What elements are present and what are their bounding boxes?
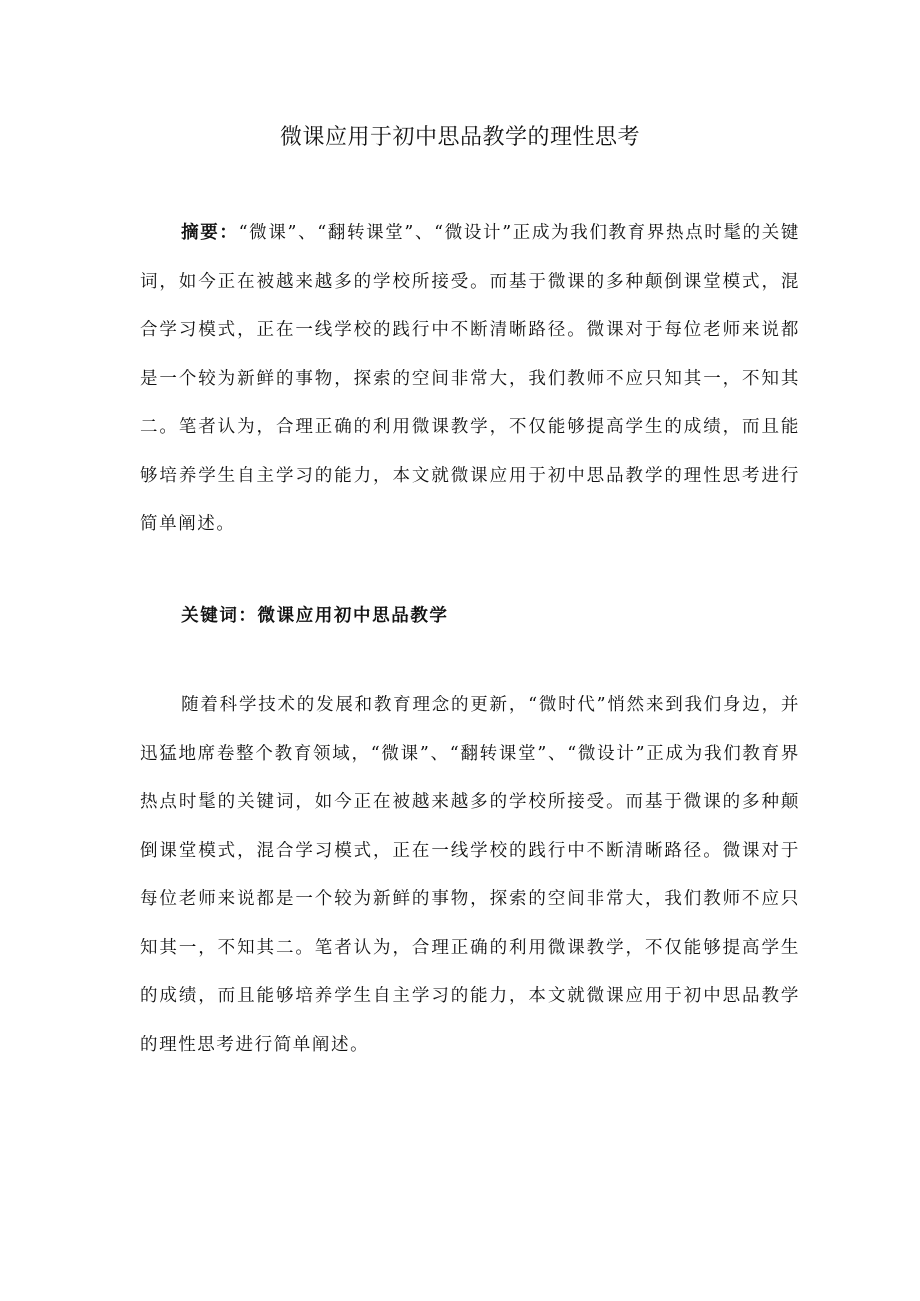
abstract-text: “微课”、“翻转课堂”、“微设计”正成为我们教育界热点时髦的关键词，如今正在被越来越多的学校所接受。而基于微课的多种颠倒课堂模式，混合学习模式，正在一线学校的践行中不断清晰路径。微课对于每位老师来说都是一个较为新鲜的事物，探索的空间非常大，我们教师不应只知其一，不知其二。笔者认为，合理正确的利用微课教学，不仅能够提高学生的成绩，而且能够培养学生自主学习的能力，本文就微课应用于初中思品教学的理性思考进行简单阐述。 [140, 223, 800, 534]
document-title: 微课应用于初中思品教学的理性思考 [279, 125, 640, 150]
keywords-label: 关键词： [181, 606, 258, 626]
abstract-paragraph [140, 209, 800, 549]
keywords-text: 微课应用初中思品教学 [257, 606, 449, 626]
keywords-line [140, 592, 800, 641]
body-paragraph: 随着科学技术的发展和教育理念的更新，“微时代”悄然来到我们身边，并迅猛地席卷整个教育领域，“微课”、“翻转课堂”、“微设计”正成为我们教育界热点时髦的关键词，如今正在被越来越多的学校所接受。而基于微课的多种颠倒课堂模式，混合学习模式，正在一线学校的践行中不断清晰路径。微课对于每位老师来说都是一个较为新鲜的事物，探索的空间非常大，我们教师不应只知其一，不知其二。笔者认为，合理正确的利用微课教学，不仅能够提高学生的成绩，而且能够培养学生自主学习的能力，本文就微课应用于初中思品教学的理性思考进行简单阐述。 [140, 695, 800, 1055]
abstract-label: 摘要： [181, 223, 239, 243]
